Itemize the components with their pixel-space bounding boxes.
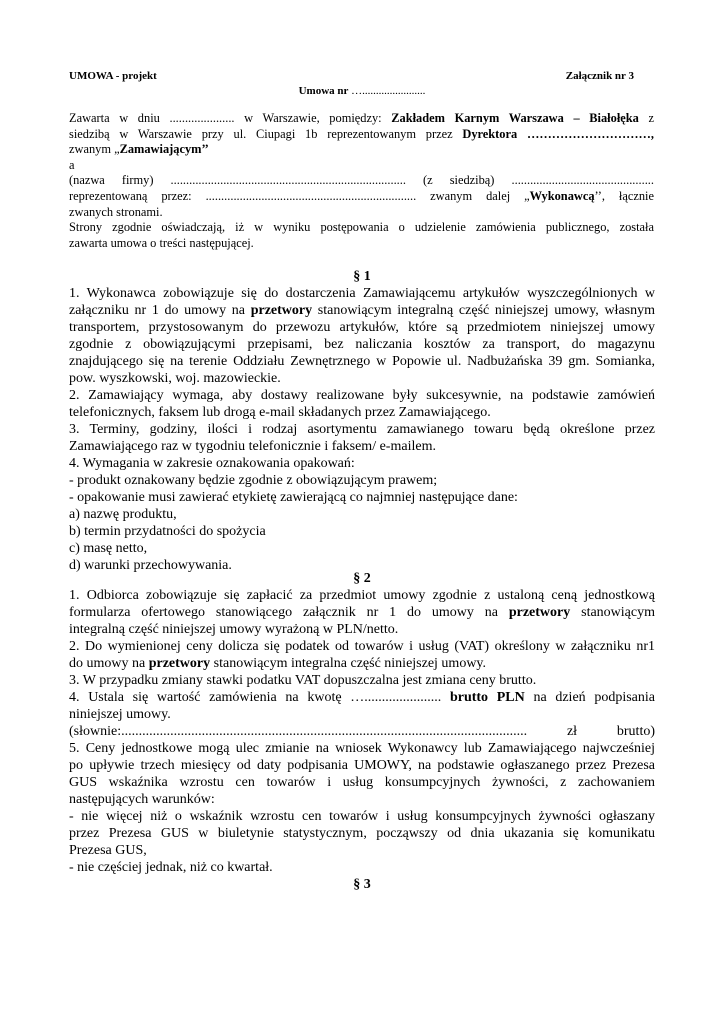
section-line: 2. Do wymienionej ceny dolicza się podatek od towarów i usług (VAT) określony w załączniku nr1 (69, 639, 655, 654)
section-line: GUS wskaźnika wzrostu cen towarów i usług konsumpcyjnych żywności, z zachowaniem (69, 775, 655, 790)
section-line: pow. wyszkowski, woj. mazowieckie. (69, 371, 281, 386)
attachment-label: Załącznik nr 3 (565, 70, 634, 82)
section-line: znajdującego się na terenie Oddziału Zewnętrznego w Popowie ul. Nadbużańska 39 gm. Somianka, (69, 354, 655, 369)
section-line: integralną część niniejszej umowy wyrażoną w PLN/netto. (69, 622, 399, 637)
section-line: 1. Wykonawca zobowiązuje się do dostarczenia Zamawiającemu artykułów wyszczególnionych w (69, 286, 655, 301)
section-line: przez Prezesa GUS w biuletynie statystycznym, począwszy od dnia ukazania się komunikatu (69, 826, 655, 841)
intro-paragraph (69, 111, 654, 251)
intro-line: a (69, 157, 75, 172)
intro-line: zwanych stronami. (69, 204, 163, 219)
section-line: 3. W przypadku zmiany stawki podatku VAT dopuszczalna jest zmiana ceny brutto. (69, 673, 537, 688)
section-line: 3. Terminy, godziny, ilości i rodzaj asortymentu zamawianego towaru będą określone przez (69, 422, 655, 437)
section-line: - nie częściej jednak, niż co kwartał. (69, 860, 273, 875)
section-line: 4. Wymagania w zakresie oznakowania opakowań: (69, 456, 355, 471)
section-line: po upływie trzech miesięcy od daty podpisania UMOWY, na podstawie ogłaszanego przez Prezesa (69, 758, 655, 773)
section-line: - opakowanie musi zawierać etykietę zawierającą co najmniej następujące dane: (69, 490, 518, 505)
section-line: a) nazwę produktu, (69, 507, 177, 522)
section-line: formularza ofertowego stanowiącego załącznik nr 1 do umowy na przetwory stanowiącym (69, 605, 655, 620)
section-2 (69, 570, 655, 893)
section-line: Zamawiającego raz w tygodniu telefonicznie i faksem/ e-mailem. (69, 439, 436, 454)
header-label: UMOWA - projekt (69, 70, 157, 82)
intro-line: Zawarta w dniu ..................... w Warszawie, pomiędzy: Zakładem Karnym Warszawa – Białołęka z (69, 111, 654, 125)
section-title: § 3 (353, 877, 371, 892)
section-line: Prezesa GUS, (69, 843, 147, 858)
intro-line: (nazwa firmy) ............................................................................ (z siedzibą) .............................................. (69, 173, 654, 188)
section-line: transportem, przystosowanym do przewozu artykułów, które są przedmiotem niniejszej umowy (69, 320, 655, 335)
section-line: - nie więcej niż o wskaźnik wzrostu cen towarów i usług konsumpcyjnych żywności ogłaszany (69, 809, 655, 824)
section-line: - produkt oznakowany będzie zgodnie z obowiązującym prawem; (69, 473, 438, 488)
intro-line: zawarta umowa o treści następującej. (69, 235, 254, 250)
section-line: (słownie:.................................................................................................................... zł brutto) (69, 724, 655, 739)
section-line: 5. Ceny jednostkowe mogą ulec zmianie na wniosek Wykonawcy lub Zamawiającego najwcześniej (69, 741, 655, 756)
section-1 (69, 268, 655, 574)
contract-number: Umowa nr …....................... (298, 85, 426, 97)
intro-line: zwanym „Zamawiającym’’ (69, 142, 209, 157)
section-line: do umowy na przetwory stanowiącym integralna część niniejszej umowy. (69, 656, 487, 671)
section-line: c) masę netto, (69, 541, 148, 556)
section-title: § 2 (353, 571, 371, 586)
intro-line: siedzibą w Warszawie przy ul. Ciupagi 1b reprezentowanym przez Dyrektora …………………………, (69, 126, 654, 141)
section-line: załączniku nr 1 do umowy na przetwory stanowiącym integralną część niniejszej umowy, własnym (69, 303, 655, 318)
section-line: 1. Odbiorca zobowiązuje się zapłacić za przedmiot umowy zgodnie z ustaloną ceną jednostkową (69, 588, 655, 603)
section-line: zgodnie z obowiązującymi przepisami, bez naliczania kosztów za transport, do magazynu (69, 337, 655, 352)
section-line: 4. Ustala się wartość zamówienia na kwotę …...................... brutto PLN na dzień podpisania (69, 690, 656, 705)
section-line: 2. Zamawiający wymaga, aby dostawy realizowane były sukcesywnie, na podstawie zamówień (69, 388, 655, 403)
section-line: telefonicznych, faksem lub drogą e-mail składanych przez Zamawiającego. (69, 405, 491, 420)
section-line: d) warunki przechowywania. (69, 558, 232, 573)
section-title: § 1 (353, 269, 371, 284)
section-line: b) termin przydatności do spożycia (69, 524, 266, 539)
intro-line: Strony zgodnie oświadczają, iż w wyniku postępowania o udzielenie zamówienia publicznego, została (69, 220, 654, 235)
section-line: niniejszej umowy. (69, 707, 171, 722)
section-line: następujących warunków: (69, 792, 215, 807)
intro-line: reprezentowaną przez: .................................................................... zwanym dalej „Wykonawcą’’, łącznie (69, 188, 654, 203)
